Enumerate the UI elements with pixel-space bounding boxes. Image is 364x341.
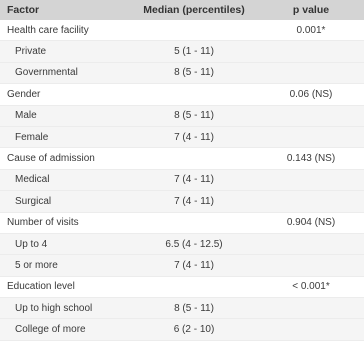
- factor-cell: Private: [15, 46, 47, 58]
- p-value-cell: 0.06 (NS): [289, 88, 333, 100]
- p-value-cell: < 0.001*: [292, 281, 330, 293]
- table-row: [0, 127, 364, 148]
- factor-cell: Governmental: [15, 67, 78, 79]
- header-median: Median (percentiles): [143, 4, 245, 16]
- factor-cell: Up to high school: [15, 302, 93, 314]
- factor-cell: Female: [15, 131, 49, 143]
- factor-cell: Number of visits: [7, 217, 79, 229]
- p-value-cell: 0.904 (NS): [286, 217, 336, 229]
- factor-cell: Male: [15, 110, 37, 122]
- table-row-group: [0, 148, 364, 169]
- median-cell: 6 (2 - 10): [173, 324, 215, 336]
- table-row: [0, 255, 364, 276]
- table-row: [0, 41, 364, 62]
- table-row: [0, 106, 364, 127]
- median-cell: 7 (4 - 11): [174, 259, 214, 271]
- p-value-cell: 0.001*: [296, 24, 326, 36]
- factor-cell: Cause of admission: [7, 153, 95, 165]
- median-cell: 8 (5 - 11): [174, 67, 214, 79]
- table-row-group: [0, 20, 364, 41]
- table-row: [0, 298, 364, 319]
- median-cell: 7 (4 - 11): [174, 195, 214, 207]
- factor-cell: Up to 4: [15, 238, 48, 250]
- median-cell: 8 (5 - 11): [174, 110, 214, 122]
- median-cell: 7 (4 - 11): [174, 174, 214, 186]
- table-row: [0, 170, 364, 191]
- table-row: [0, 234, 364, 255]
- median-cell: 6.5 (4 - 12.5): [165, 238, 223, 250]
- median-cell: 5 (1 - 11): [174, 46, 214, 58]
- table-body: [0, 20, 364, 341]
- median-cell: 7 (4 - 11): [174, 131, 214, 143]
- factor-cell: Health care facility: [7, 24, 89, 36]
- median-cell: 8 (5 - 11): [174, 302, 214, 314]
- table-row: [0, 191, 364, 212]
- header-p-value: p value: [292, 4, 330, 16]
- table-row-group: [0, 277, 364, 298]
- factor-cell: Medical: [15, 174, 50, 186]
- factor-cell: College of more: [15, 324, 86, 336]
- factor-cell: 5 or more: [15, 259, 58, 271]
- table-row-group: [0, 84, 364, 105]
- table-row: [0, 319, 364, 340]
- header-factor: Factor: [7, 4, 40, 16]
- factor-cell: Gender: [7, 88, 41, 100]
- table-row-group: [0, 213, 364, 234]
- factor-cell: Surgical: [15, 195, 52, 207]
- table-row: [0, 63, 364, 84]
- table-header: [0, 0, 364, 20]
- factor-cell: Education level: [7, 281, 75, 293]
- p-value-cell: 0.143 (NS): [286, 153, 336, 165]
